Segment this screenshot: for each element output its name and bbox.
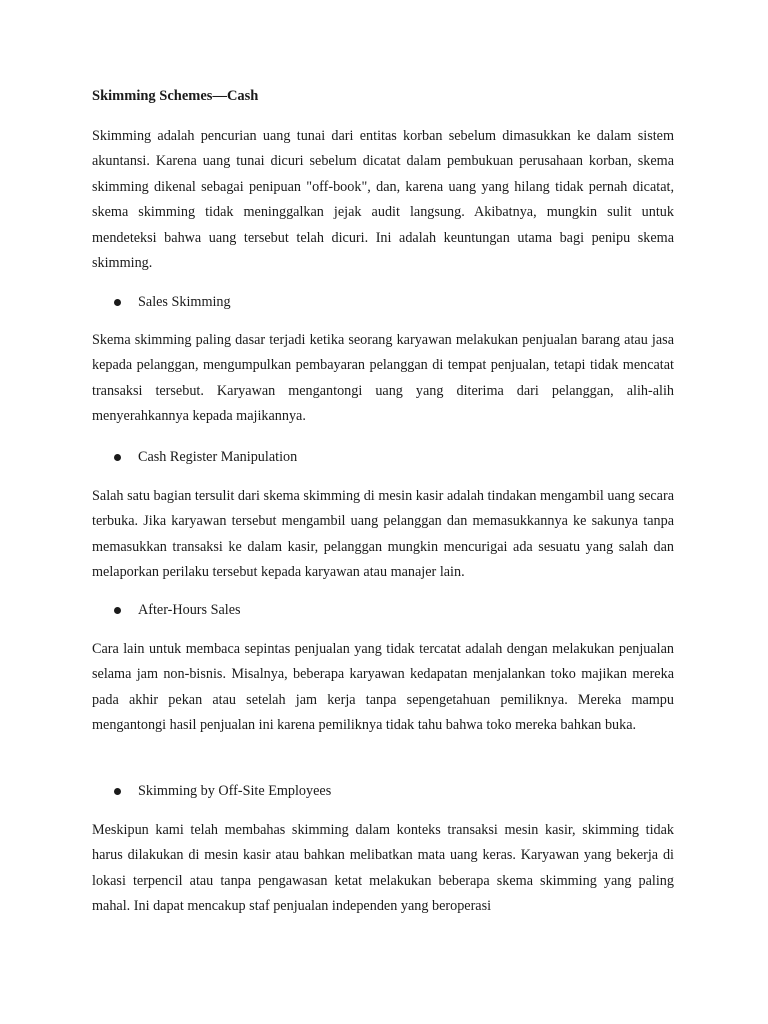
- section-paragraph-skimming-off-site: Meskipun kami telah membahas skimming dalam konteks transaksi mesin kasir, skimming tidak harus dilakukan di mesin kasir atau bahkan melibatkan mata uang keras. Karyawan yang bekerja di lokasi terpencil atau tanpa pengawasan ketat melakukan beberapa skema skimming yang paling mahal. Ini dapat mencakup staf penjualan independen yang beroperasi: [92, 822, 674, 915]
- bullet-label: Skimming by Off-Site Employees: [138, 783, 332, 799]
- bullet-label: After-Hours Sales: [138, 602, 241, 618]
- section-paragraph-after-hours-sales: Cara lain untuk membaca sepintas penjualan yang tidak tercatat adalah dengan melakukan penjualan selama jam non-bisnis. Misalnya, beberapa karyawan kedapatan menjalankan toko majikan mereka pada akhir pekan atau setelah jam kerja tanpa sepengetahuan pemiliknya. Mereka mampu mengantongi hasil penjualan ini karena pemiliknya tidak tahu bahwa toko mereka bahkan buka.: [92, 641, 674, 734]
- bullet-item-cash-register-manipulation: [92, 446, 674, 468]
- bullet-dot-icon: [114, 788, 121, 795]
- bullet-dot-icon: [114, 299, 121, 306]
- bullet-item-sales-skimming: [92, 291, 674, 313]
- bullet-item-after-hours-sales: [92, 599, 674, 621]
- bullet-item-skimming-off-site: [92, 780, 674, 802]
- section-paragraph-sales-skimming: Skema skimming paling dasar terjadi ketika seorang karyawan melakukan penjualan barang atau jasa kepada pelanggan, mengumpulkan pembayaran pelanggan di tempat penjualan, tetapi tidak mencatat transaksi tersebut. Karyawan mengantongi uang yang diterima dari pelanggan, alih-alih menyerahkannya kepada majikannya.: [92, 332, 674, 425]
- bullet-dot-icon: [114, 454, 121, 461]
- intro-paragraph: Skimming adalah pencurian uang tunai dari entitas korban sebelum dimasukkan ke dalam sistem akuntansi. Karena uang tunai dicuri sebelum dicatat dalam pembukuan perusahaan korban, skema skimming dikenal sebagai penipuan "off-book", dan, karena uang yang hilang tidak pernah dicatat, skema skimming tidak meninggalkan jejak audit langsung. Akibatnya, mungkin sulit untuk mendeteksi bahwa uang tersebut telah dicuri. Ini adalah keuntungan utama bagi penipu skema skimming.: [92, 128, 674, 272]
- bullet-dot-icon: [114, 607, 121, 614]
- bullet-label: Cash Register Manipulation: [138, 449, 298, 465]
- bullet-label: Sales Skimming: [138, 294, 231, 310]
- section-paragraph-cash-register-manipulation: Salah satu bagian tersulit dari skema skimming di mesin kasir adalah tindakan mengambil uang secara terbuka. Jika karyawan tersebut mengambil uang pelanggan dan memasukkannya ke sakunya tanpa memasukkan transaksi ke dalam kasir, pelanggan mungkin mencurigai ada sesuatu yang salah dan melaporkan perilaku tersebut kepada karyawan atau manajer lain.: [92, 488, 674, 581]
- page-title: Skimming Schemes—Cash: [92, 88, 259, 104]
